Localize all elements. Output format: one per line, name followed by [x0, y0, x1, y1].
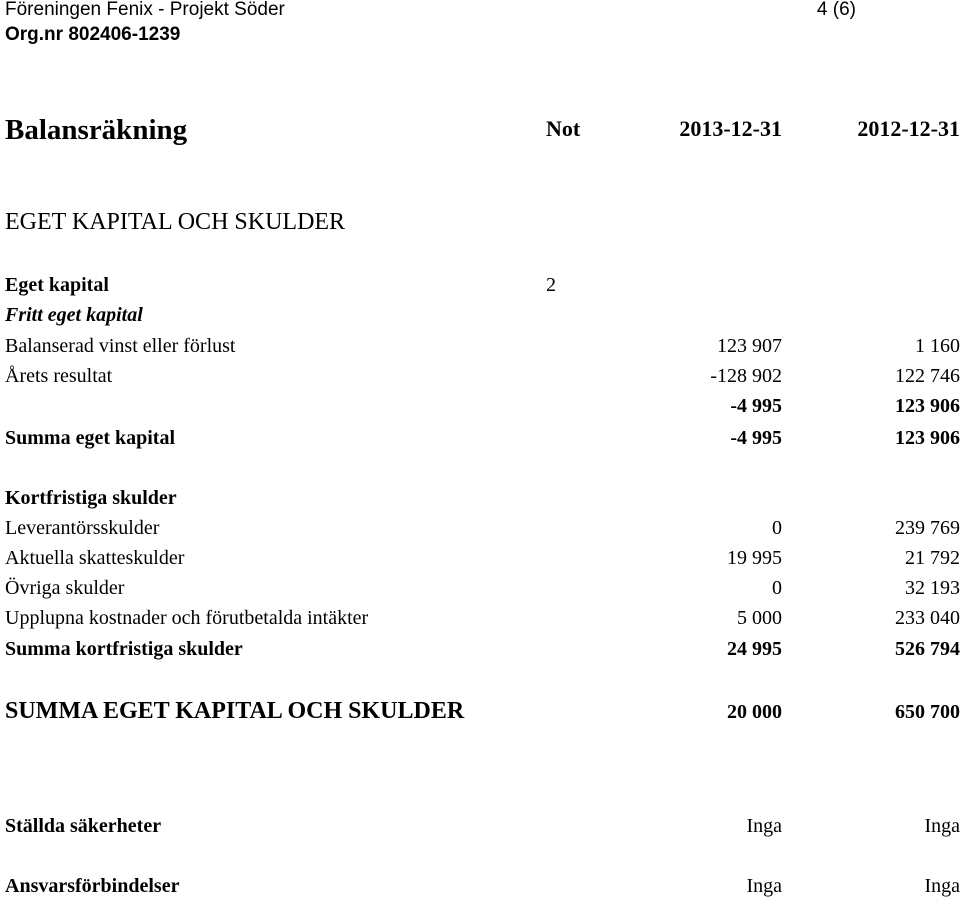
organization-number: Org.nr 802406-1239	[5, 24, 181, 45]
summa-kortfristiga-label: Summa kortfristiga skulder	[5, 638, 243, 660]
grand-total-2012: 650 700	[895, 701, 960, 723]
row-value-2012: 122 746	[895, 365, 960, 387]
subtotal-2013: -4 995	[730, 395, 782, 417]
ansvarsforbindelser-label: Ansvarsförbindelser	[5, 875, 180, 897]
summa-kortfristiga-2012: 526 794	[895, 638, 960, 660]
row-value-2012: 21 792	[905, 547, 960, 569]
row-value-2013: 5 000	[737, 607, 782, 629]
summa-kortfristiga-2013: 24 995	[727, 638, 782, 660]
grand-total-2013: 20 000	[727, 701, 782, 723]
summa-eget-kapital-2012: 123 906	[895, 427, 960, 449]
page-title: Balansräkning	[5, 114, 188, 146]
fritt-eget-kapital-heading: Fritt eget kapital	[5, 304, 143, 326]
row-value-2013: 0	[772, 577, 782, 599]
column-header-not: Not	[546, 116, 581, 141]
ansvarsforbindelser-2013: Inga	[746, 875, 782, 897]
row-value-2012: 233 040	[895, 607, 960, 629]
organization-name: Föreningen Fenix - Projekt Söder	[5, 0, 285, 20]
row-label: Upplupna kostnader och förutbetalda intäkter	[5, 607, 369, 629]
summa-eget-kapital-label: Summa eget kapital	[5, 427, 175, 449]
row-label: Övriga skulder	[5, 577, 125, 599]
row-value-2012: 32 193	[905, 577, 960, 599]
column-header-2013: 2013-12-31	[679, 116, 782, 141]
subtotal-2012: 123 906	[895, 395, 960, 417]
eget-kapital-heading: Eget kapital	[5, 274, 109, 296]
grand-total-label: SUMMA EGET KAPITAL OCH SKULDER	[5, 698, 465, 724]
stallda-sakerheter-2012: Inga	[924, 815, 960, 837]
row-label: Balanserad vinst eller förlust	[5, 335, 236, 357]
row-value-2012: 1 160	[915, 335, 960, 357]
row-label: Leverantörsskulder	[5, 517, 160, 539]
row-label: Aktuella skatteskulder	[5, 547, 185, 569]
stallda-sakerheter-2013: Inga	[746, 815, 782, 837]
row-value-2013: 19 995	[727, 547, 782, 569]
page-number: 4 (6)	[816, 0, 856, 20]
row-value-2013: 123 907	[717, 335, 782, 357]
column-header-2012: 2012-12-31	[857, 116, 960, 141]
stallda-sakerheter-label: Ställda säkerheter	[5, 815, 162, 837]
ansvarsforbindelser-2012: Inga	[924, 875, 960, 897]
row-value-2013: 0	[772, 517, 782, 539]
note-number: 2	[546, 274, 556, 296]
summa-eget-kapital-2013: -4 995	[730, 427, 782, 449]
row-value-2013: -128 902	[710, 365, 782, 387]
row-label: Årets resultat	[5, 365, 113, 387]
section-title: EGET KAPITAL OCH SKULDER	[5, 209, 346, 235]
kortfristiga-skulder-heading: Kortfristiga skulder	[5, 487, 177, 509]
row-value-2012: 239 769	[895, 517, 960, 539]
